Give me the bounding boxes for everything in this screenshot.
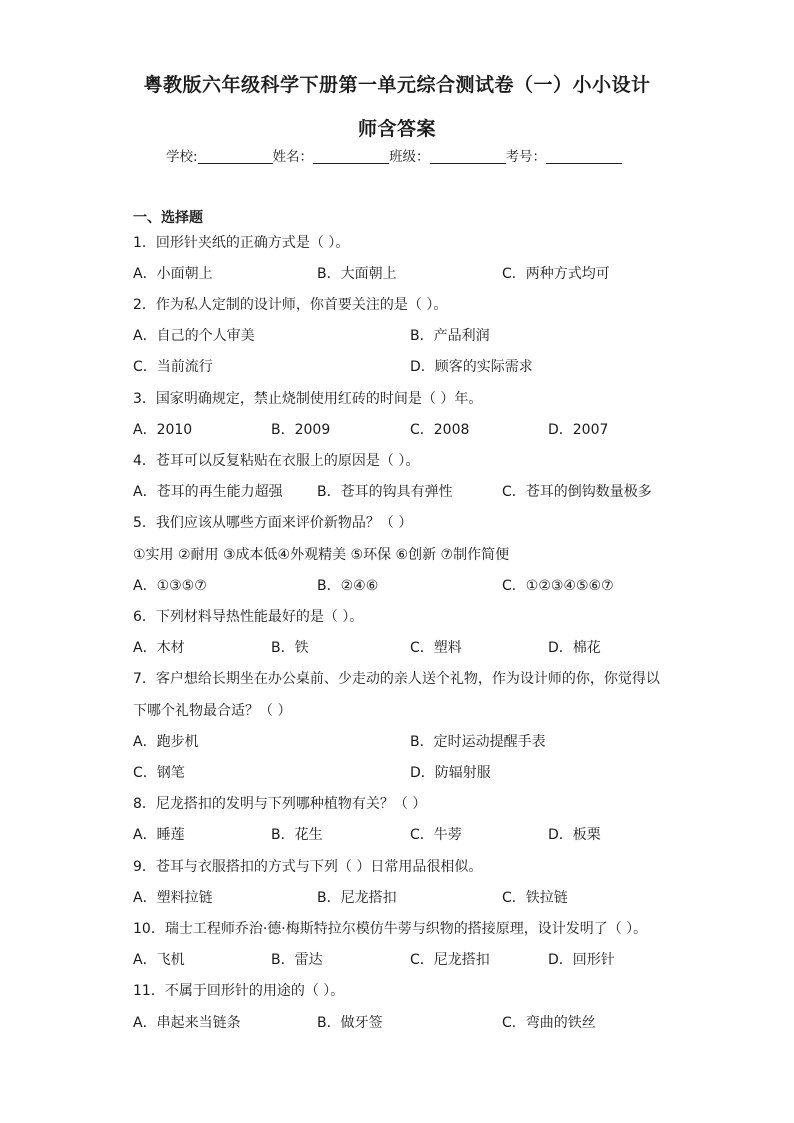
- option[interactable]: A．木材: [133, 640, 185, 656]
- name-blank[interactable]: [313, 148, 389, 164]
- question-7-options-row1: [133, 733, 733, 751]
- option[interactable]: A．飞机: [133, 952, 185, 968]
- option[interactable]: A．塑料拉链: [133, 890, 213, 906]
- option[interactable]: A．自己的个人审美: [133, 328, 255, 344]
- section-heading: 一、选择题: [133, 210, 203, 226]
- option[interactable]: A．串起来当链条: [133, 1015, 241, 1031]
- question-11-options: [133, 1014, 733, 1032]
- option[interactable]: B．②④⑥: [317, 578, 379, 594]
- question-1-stem: 1．回形针夹纸的正确方式是（ ）。: [133, 235, 350, 251]
- option[interactable]: B．花生: [271, 827, 323, 843]
- question-8-options: [133, 826, 733, 844]
- option[interactable]: A．苍耳的再生能力超强: [133, 484, 283, 500]
- option[interactable]: A．2010: [133, 422, 193, 438]
- number-label: 考号：: [505, 149, 547, 165]
- option[interactable]: B．定时运动提醒手表: [410, 734, 546, 750]
- question-2-options-row1: [133, 327, 733, 345]
- exam-title-line1: 粤教版六年级科学下册第一单元综合测试卷（一）小小设计: [143, 74, 651, 96]
- option[interactable]: D．防辐射服: [410, 765, 491, 781]
- question-7-stem-cont: 下哪个礼物最合适？（ ）: [133, 703, 292, 719]
- option[interactable]: B．雷达: [271, 952, 323, 968]
- option[interactable]: C．尼龙搭扣: [410, 952, 490, 968]
- option[interactable]: A．睡莲: [133, 827, 185, 843]
- option[interactable]: C．当前流行: [133, 359, 213, 375]
- question-11-stem: 11．不属于回形针的用途的（ ）。: [133, 983, 345, 999]
- option[interactable]: A．小面朝上: [133, 266, 213, 282]
- question-7-stem: 7．客户想给长期坐在办公桌前、少走动的亲人送个礼物，作为设计师的你，你觉得以: [133, 671, 660, 687]
- question-5-criteria: ①实用 ②耐用 ③成本低④外观精美 ⑤环保 ⑥创新 ⑦制作简便: [133, 547, 510, 563]
- option[interactable]: C．苍耳的倒钩数量极多: [502, 484, 652, 500]
- option[interactable]: D．2007: [548, 422, 609, 438]
- question-10-options: [133, 951, 733, 969]
- question-1-options: [133, 265, 733, 283]
- option[interactable]: C．两种方式均可: [502, 266, 610, 282]
- number-blank[interactable]: [546, 148, 622, 164]
- name-label: 姓名：: [272, 149, 314, 165]
- option[interactable]: D．板栗: [548, 827, 601, 843]
- student-info-row: [166, 145, 622, 165]
- option[interactable]: D．棉花: [548, 640, 601, 656]
- option[interactable]: B．苍耳的钩具有弹性: [317, 484, 453, 500]
- option[interactable]: C．2008: [410, 422, 470, 438]
- question-5-options: [133, 577, 733, 595]
- question-6-options: [133, 639, 733, 657]
- question-5-stem: 5．我们应该从哪些方面来评价新物品？（ ）: [133, 515, 413, 531]
- option[interactable]: C．①②③④⑤⑥⑦: [502, 578, 614, 594]
- class-label: 班级：: [389, 149, 430, 165]
- school-blank[interactable]: [198, 148, 273, 164]
- option[interactable]: A．①③⑤⑦: [133, 578, 207, 594]
- school-label: 学校:: [166, 149, 198, 165]
- option[interactable]: D．顾客的实际需求: [410, 359, 533, 375]
- option[interactable]: C．钢笔: [133, 765, 185, 781]
- option[interactable]: C．牛蒡: [410, 827, 462, 843]
- question-2-options-row2: [133, 358, 733, 376]
- option[interactable]: D．回形针: [548, 952, 615, 968]
- question-4-stem: 4．苍耳可以反复粘贴在衣服上的原因是（ ）。: [133, 453, 420, 469]
- exam-title-line2: 师含答案: [357, 118, 436, 140]
- option[interactable]: C．铁拉链: [502, 890, 568, 906]
- question-10-stem: 10．瑞士工程师乔治·德·梅斯特拉尔模仿牛蒡与织物的搭接原理，设计发明了（ ）。: [133, 921, 648, 937]
- option[interactable]: C．弯曲的铁丝: [502, 1015, 596, 1031]
- class-blank[interactable]: [430, 148, 506, 164]
- option[interactable]: C．塑料: [410, 640, 462, 656]
- option[interactable]: B．铁: [271, 640, 309, 656]
- question-9-options: [133, 889, 733, 907]
- option[interactable]: B．做牙签: [317, 1015, 383, 1031]
- question-6-stem: 6．下列材料导热性能最好的是（ ）。: [133, 609, 364, 625]
- option[interactable]: B．产品利润: [410, 328, 490, 344]
- option[interactable]: B．尼龙搭扣: [317, 890, 397, 906]
- question-2-stem: 2．作为私人定制的设计师，你首要关注的是（ ）。: [133, 297, 448, 313]
- question-4-options: [133, 483, 733, 501]
- question-9-stem: 9．苍耳与衣服搭扣的方式与下列（ ）日常用品很相似。: [133, 859, 483, 875]
- question-3-stem: 3．国家明确规定，禁止烧制使用红砖的时间是（ ）年。: [133, 391, 483, 407]
- option[interactable]: B．大面朝上: [317, 266, 397, 282]
- question-3-options: [133, 421, 733, 439]
- option[interactable]: A．跑步机: [133, 734, 199, 750]
- question-7-options-row2: [133, 764, 733, 782]
- option[interactable]: B．2009: [271, 422, 331, 438]
- question-8-stem: 8．尼龙搭扣的发明与下列哪种植物有关？（ ）: [133, 796, 427, 812]
